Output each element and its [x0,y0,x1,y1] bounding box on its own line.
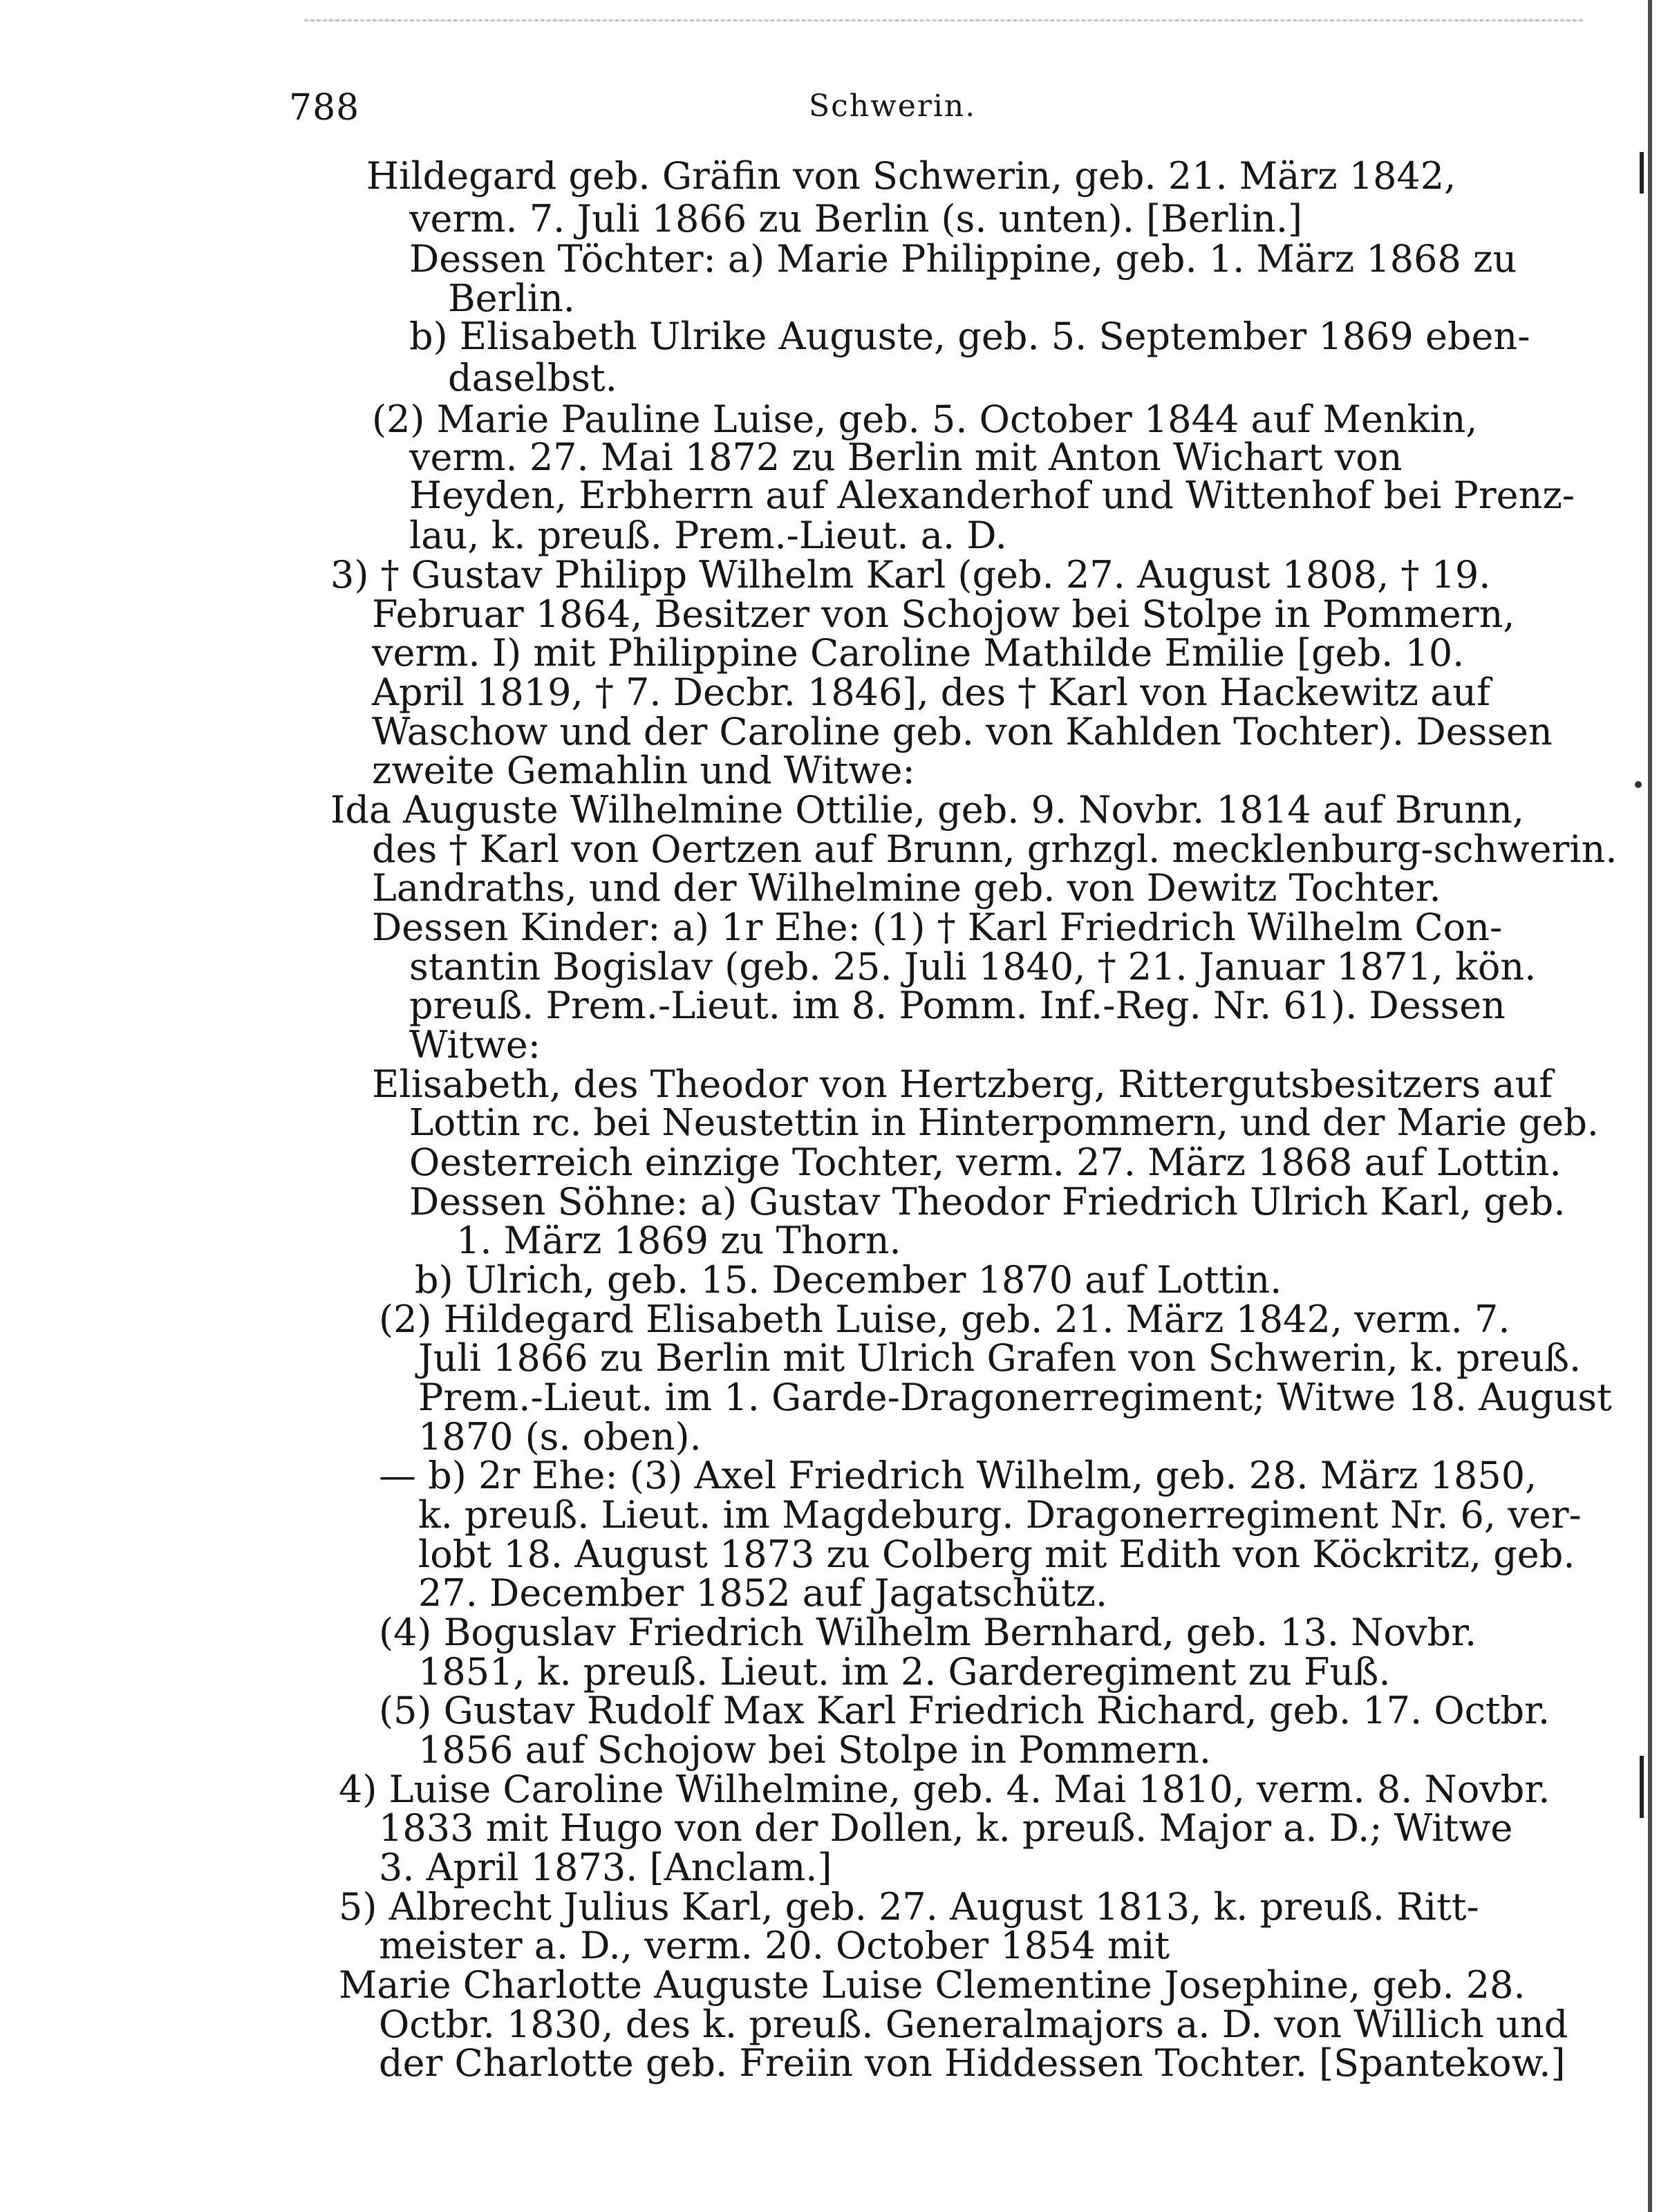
text-line: verm. 7. Juli 1866 zu Berlin (s. unten). [Berlin.] [409,197,1303,241]
text-line: Elisabeth, des Theodor von Hertzberg, Rittergutsbesitzers auf [372,1062,1553,1106]
text-line: 1856 auf Schojow bei Stolpe in Pommern. [418,1728,1211,1772]
text-line: 1833 mit Hugo von der Dollen, k. preuß. Major a. D.; Witwe [379,1806,1513,1850]
text-line: Februar 1864, Besitzer von Schojow bei Stolpe in Pommern, [372,592,1515,636]
text-line: (5) Gustav Rudolf Max Karl Friedrich Richard, geb. 17. Octbr. [379,1689,1550,1732]
text-line: (2) Marie Pauline Luise, geb. 5. October 1844 auf Menkin, [372,397,1478,441]
page-edge-rule [1648,0,1652,2212]
text-line: 3) † Gustav Philipp Wilhelm Karl (geb. 27. August 1808, † 19. [330,553,1491,597]
text-line: Witwe: [409,1023,541,1067]
text-line: Heyden, Erbherrn auf Alexanderhof und Wittenhof bei Prenz- [409,474,1575,517]
text-line: lau, k. preuß. Prem.-Lieut. a. D. [409,514,1007,557]
text-line: der Charlotte geb. Freiin von Hiddessen Tochter. [Spantekow.] [379,2041,1566,2085]
text-line: (4) Boguslav Friedrich Wilhelm Bernhard, geb. 13. Novbr. [379,1611,1477,1654]
text-line: 3. April 1873. [Anclam.] [379,1846,832,1889]
text-line: Octbr. 1830, des k. preuß. Generalmajors a. D. von Willich und [379,2003,1568,2046]
text-line: des † Karl von Oertzen auf Brunn, grhzgl. mecklenburg-schwerin. [372,827,1618,871]
text-line: Dessen Kinder: a) 1r Ehe: (1) † Karl Friedrich Wilhelm Con- [372,906,1503,949]
text-line: 4) Luise Caroline Wilhelmine, geb. 4. Mai 1810, verm. 8. Novbr. [339,1768,1550,1811]
text-line: Lottin rc. bei Neustettin in Hinterpommern, und der Marie geb. [409,1102,1599,1144]
text-line: daselbst. [448,356,617,400]
margin-dot [1635,781,1642,788]
text-line: Hildegard geb. Gräfin von Schwerin, geb. 21. März 1842, [366,154,1456,198]
text-line: 1851, k. preuß. Lieut. im 2. Garderegiment zu Fuß. [418,1650,1391,1694]
text-line: Dessen Söhne: a) Gustav Theodor Friedrich Ulrich Karl, geb. [409,1180,1566,1224]
text-line: 5) Albrecht Julius Karl, geb. 27. August 1813, k. preuß. Ritt- [339,1885,1479,1929]
text-line: — b) 2r Ehe: (3) Axel Friedrich Wilhelm, geb. 28. März 1850, [379,1454,1537,1497]
text-line: (2) Hildegard Elisabeth Luise, geb. 21. März 1842, verm. 7. [379,1297,1510,1341]
text-line: meister a. D., verm. 20. October 1854 mit [379,1924,1170,1967]
text-line: b) Elisabeth Ulrike Auguste, geb. 5. September 1869 eben- [409,315,1530,358]
text-line: Dessen Töchter: a) Marie Philippine, geb. 1. März 1868 zu [409,237,1517,281]
text-line: Berlin. [448,276,575,320]
text-line: preuß. Prem.-Lieut. im 8. Pomm. Inf.-Reg. Nr. 61). Dessen [409,984,1506,1027]
text-line: lobt 18. August 1873 zu Colberg mit Edith von Köckritz, geb. [418,1533,1575,1576]
edge-speck [1640,1756,1644,1818]
edge-speck [1640,152,1644,194]
page-number: 788 [289,87,360,129]
text-line: 27. December 1852 auf Jagatschütz. [418,1571,1108,1615]
text-line: Oesterreich einzige Tochter, verm. 27. März 1868 auf Lottin. [409,1141,1562,1184]
text-line: b) Ulrich, geb. 15. December 1870 auf Lottin. [415,1258,1282,1302]
text-line: Marie Charlotte Auguste Luise Clementine Josephine, geb. 28. [339,1963,1526,2007]
text-line: April 1819, † 7. Decbr. 1846], des † Karl von Hackewitz auf [372,671,1491,714]
text-line: Waschow und der Caroline geb. von Kahlden Tochter). Dessen [372,710,1553,753]
text-line: zweite Gemahlin und Witwe: [372,749,915,792]
text-line: 1. März 1869 zu Thorn. [456,1219,901,1262]
text-line: k. preuß. Lieut. im Magdeburg. Dragonerregiment Nr. 6, ver- [418,1493,1582,1537]
text-line: Juli 1866 zu Berlin mit Ulrich Grafen von Schwerin, k. preuß. [418,1336,1582,1380]
text-line: Prem.-Lieut. im 1. Garde-Dragonerregiment; Witwe 18. August [418,1376,1612,1419]
running-head: Schwerin. [809,88,977,124]
text-line: verm. 27. Mai 1872 zu Berlin mit Anton Wichart von [409,435,1403,479]
text-line: 1870 (s. oben). [418,1415,702,1459]
text-line: stantin Bogislav (geb. 25. Juli 1840, † 21. Januar 1871, kön. [409,945,1537,988]
text-line: Ida Auguste Wilhelmine Ottilie, geb. 9. Novbr. 1814 auf Brunn, [330,788,1525,832]
text-line: verm. I) mit Philippine Caroline Mathilde Emilie [geb. 10. [372,631,1465,675]
text-line: Landraths, und der Wilhelmine geb. von Dewitz Tochter. [372,866,1441,910]
top-edge-marks [304,19,1583,26]
